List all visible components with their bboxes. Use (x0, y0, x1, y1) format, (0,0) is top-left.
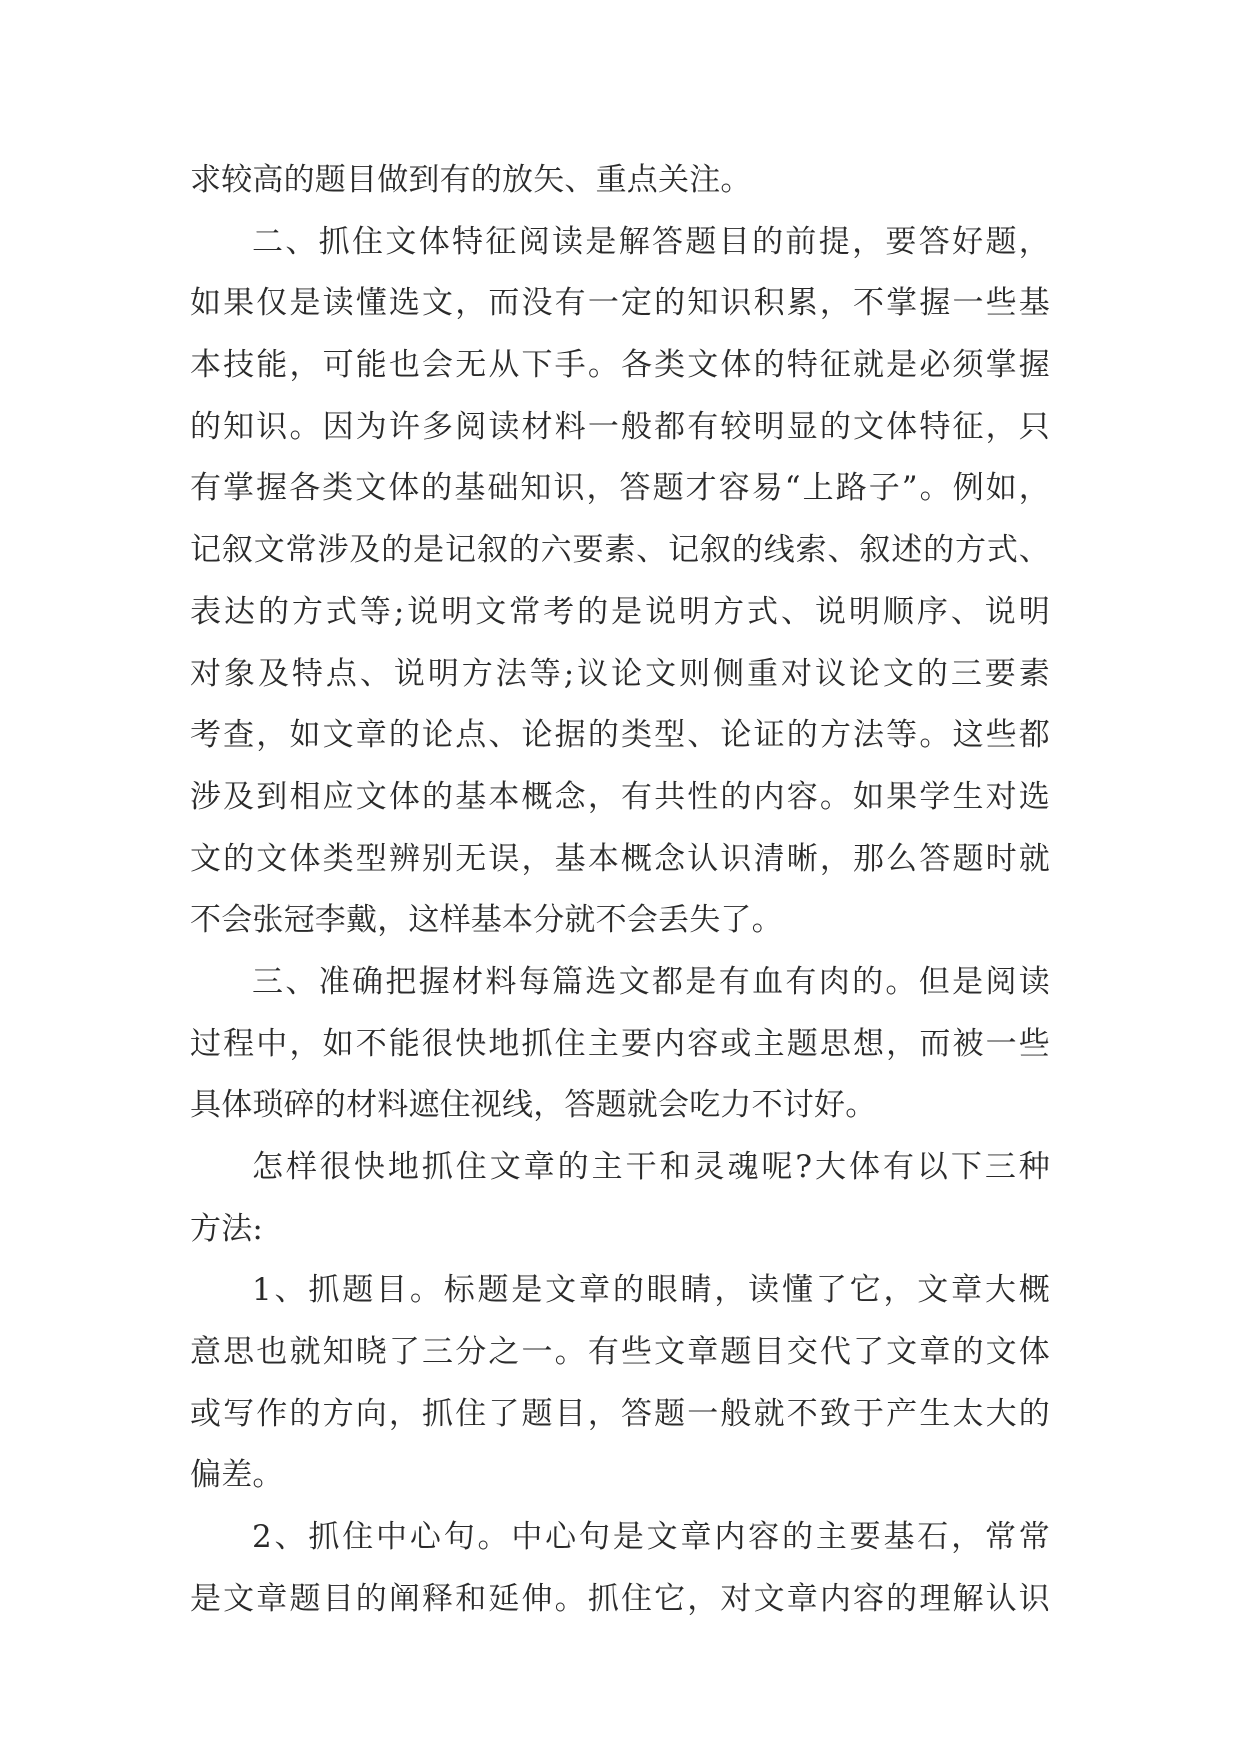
text-line: 本技能，可能也会无从下手。各类文体的特征就是必须掌握 (190, 347, 1050, 384)
text-line: 对象及特点、说明方法等;议论文则侧重对议论文的三要素 (190, 655, 1050, 692)
text-line: 求较高的题目做到有的放矢、重点关注。 (190, 162, 752, 198)
text-line: 具体琐碎的材料遮住视线，答题就会吃力不讨好。 (190, 1087, 877, 1124)
text-line: 的知识。因为许多阅读材料一般都有较明显的文体特征，只 (190, 408, 1050, 445)
text-line: 方法: (190, 1210, 264, 1247)
text-line: 考查，如文章的论点、论据的类型、论证的方法等。这些都 (190, 717, 1050, 754)
list-item-2: 2、抓住中心句。中心句是文章内容的主要基石，常常 (252, 1519, 1050, 1556)
text-line: 涉及到相应文体的基本概念，有共性的内容。如果学生对选 (190, 778, 1050, 815)
list-item-1: 1、抓题目。标题是文章的眼睛，读懂了它，文章大概 (252, 1272, 1050, 1309)
text-line: 表达的方式等;说明文常考的是说明方式、说明顺序、说明 (190, 593, 1050, 630)
document-body (190, 150, 1050, 1631)
text-line: 有掌握各类文体的基础知识，答题才容易“上路子”。例如， (190, 470, 1050, 507)
text-line: 文的文体类型辨别无误，基本概念认识清晰，那么答题时就 (190, 840, 1050, 877)
text-line: 不会张冠李戴，这样基本分就不会丢失了。 (190, 902, 783, 939)
text-line: 或写作的方向，抓住了题目，答题一般就不致于产生太大的 (190, 1395, 1050, 1432)
text-line: 过程中，如不能很快地抓住主要内容或主题思想，而被一些 (190, 1025, 1050, 1062)
text-line: 意思也就知晓了三分之一。有些文章题目交代了文章的文体 (190, 1334, 1050, 1371)
text-line: 偏差。 (190, 1457, 284, 1494)
text-line: 是文章题目的阐释和延伸。抓住它，对文章内容的理解认识 (190, 1580, 1050, 1617)
text-line: 记叙文常涉及的是记叙的六要素、记叙的线索、叙述的方式、 (190, 532, 1050, 569)
paragraph-heading-3: 三、准确把握材料每篇选文都是有血有肉的。但是阅读 (252, 963, 1050, 1000)
text-line: 如果仅是读懂选文，而没有一定的知识积累，不掌握一些基 (190, 285, 1050, 322)
text-line: 怎样很快地抓住文章的主干和灵魂呢?大体有以下三种 (252, 1149, 1050, 1185)
paragraph-heading-2: 二、抓住文体特征阅读是解答题目的前提，要答好题， (252, 223, 1050, 260)
